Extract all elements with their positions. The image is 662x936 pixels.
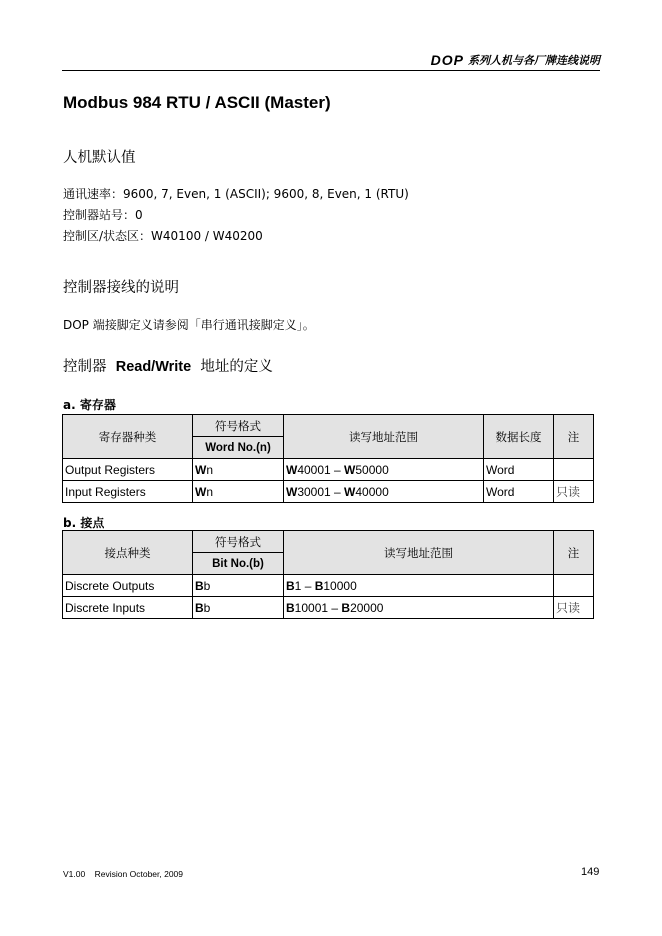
page-header [62,50,600,71]
register-note [554,459,594,481]
header-note: 注 [554,531,594,575]
registers-table [62,414,594,503]
wiring-heading: 控制器接线的说明 [63,280,179,296]
contacts-letter: b. [63,516,77,530]
header-format-sub: Bit No.(b) [193,553,284,575]
contact-note [554,575,594,597]
header-register-type: 寄存器种类 [63,415,193,459]
header-length: 数据长度 [484,415,554,459]
contacts-label [63,514,104,531]
contact-note: 只读 [554,597,594,619]
registers-label [63,396,116,413]
registers-letter: a. [63,398,76,412]
register-range: W30001 – W40000 [284,481,484,503]
dop-logo: DOP [430,52,464,68]
register-type: Output Registers [63,459,193,481]
hmi-defaults-heading: 人机默认值 [63,150,136,166]
header-title: 系列人机与各厂牌连线说明 [468,55,600,67]
contact-type: Discrete Outputs [63,575,193,597]
table-row [63,459,594,481]
baud-rate-line: 通讯速率：9600, 7, Even, 1 (ASCII); 9600, 8, Even, 1 (RTU) [63,187,409,201]
register-length: Word [484,481,554,503]
contact-format: Bb [193,597,284,619]
header-contact-type: 接点种类 [63,531,193,575]
header-format: 符号格式 [193,415,284,437]
register-length: Word [484,459,554,481]
address-heading-prefix: 控制器 [63,359,116,375]
header-format: 符号格式 [193,531,284,553]
header-range: 读写地址范围 [284,531,554,575]
station-number-line: 控制器站号：0 [63,208,143,222]
register-format: Wn [193,481,284,503]
header-note: 注 [554,415,594,459]
table-row [63,481,594,503]
table-row [63,575,594,597]
table-row [63,597,594,619]
contacts-label-text: 接点 [80,516,105,530]
register-type: Input Registers [63,481,193,503]
header-range: 读写地址范围 [284,415,484,459]
contact-range: B1 – B10000 [284,575,554,597]
page-title: Modbus 984 RTU / ASCII (Master) [63,93,331,112]
contact-range: B10001 – B20000 [284,597,554,619]
address-heading-bold: Read/Write [115,359,192,375]
register-range: W40001 – W50000 [284,459,484,481]
wiring-text: DOP 端接脚定义请参阅「串行通讯接脚定义」。 [63,318,315,332]
contact-type: Discrete Inputs [63,597,193,619]
address-heading [63,355,273,376]
header-format-sub: Word No.(n) [193,437,284,459]
address-heading-suffix: 地址的定义 [191,359,273,375]
registers-label-text: 寄存器 [79,398,116,412]
contacts-table [62,530,594,619]
register-format: Wn [193,459,284,481]
page-number: 149 [581,866,600,878]
control-status-line: 控制区/状态区：W40100 / W40200 [63,229,263,243]
contact-format: Bb [193,575,284,597]
footer-revision: V1.00 Revision October, 2009 [63,869,184,879]
register-note: 只读 [554,481,594,503]
